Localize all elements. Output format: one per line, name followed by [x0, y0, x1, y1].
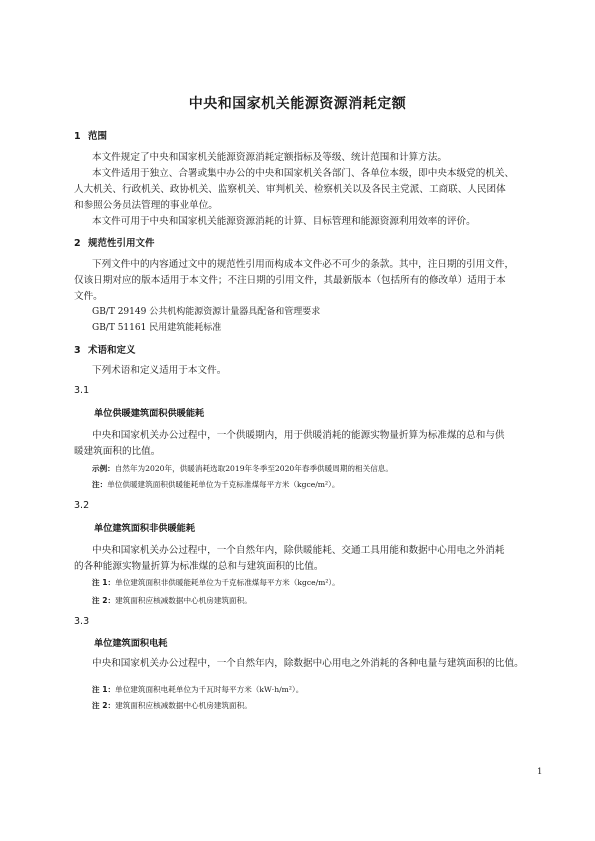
term-definition: 的各种能源实物量折算为标准煤的总和与建筑面积的比值。: [74, 561, 324, 572]
section-heading-1: 1 范围: [74, 131, 108, 142]
note: 注 1：单位建筑面积非供暖能耗单位为千克标准煤每平方米（kgce/m²）。: [92, 578, 340, 587]
note: 注：单位供暖建筑面积供暖能耗单位为千克标准煤每平方米（kgce/m²）。: [92, 480, 340, 489]
paragraph-continuation: 和参照公务员法管理的事业单位。: [74, 200, 218, 211]
paragraph-continuation: 仅该日期对应的版本适用于本文件；不注日期的引用文件，其最新版本（包括所有的修改单）适用于本: [74, 275, 506, 286]
term-definition: 中央和国家机关办公过程中，一个供暖期内，用于供暖消耗的能源实物量折算为标准煤的总和与供: [92, 430, 505, 441]
note: 注 1：单位建筑面积电耗单位为千瓦时每平方米（kW·h/m²）。: [92, 685, 304, 694]
term-name: 单位建筑面积非供暖能耗: [94, 523, 196, 534]
note: 注 2：建筑面积应核减数据中心机房建筑面积。: [92, 596, 252, 605]
paragraph: 下列术语和定义适用于本文件。: [92, 365, 227, 376]
term-definition: 中央和国家机关办公过程中，一个自然年内，除数据中心用电之外消耗的各种电量与建筑面积的比值。: [92, 658, 524, 669]
note: 注 2：建筑面积应核减数据中心机房建筑面积。: [92, 701, 252, 710]
example-note: 示例：自然年为2020年，供暖消耗选取2019年冬季至2020年春季供暖周期的相关信息。: [92, 464, 393, 473]
term-number: 3.1: [74, 385, 90, 396]
paragraph: 本文件规定了中央和国家机关能源资源消耗定额指标及等级、统计范围和计算方法。: [92, 152, 447, 163]
page-title: 中央和国家机关能源资源消耗定额: [188, 96, 407, 112]
normative-reference: GB/T 29149 公共机构能源资源计量器具配备和管理要求: [92, 307, 321, 317]
term-number: 3.2: [74, 500, 90, 511]
paragraph-continuation: 人大机关、行政机关、政协机关、监察机关、审判机关、检察机关以及各民主党派、工商联、人民团体: [74, 184, 506, 195]
paragraph: 本文件可用于中央和国家机关能源资源消耗的计算、目标管理和能源资源利用效率的评价。: [92, 216, 476, 227]
paragraph: 本文件适用于独立、合署或集中办公的中央和国家机关各部门、各单位本级，即中央本级党的机关、: [92, 168, 515, 179]
term-definition: 中央和国家机关办公过程中，一个自然年内，除供暖能耗、交通工具用能和数据中心用电之外消耗: [92, 545, 505, 556]
paragraph-continuation: 文件。: [74, 291, 103, 302]
normative-reference: GB/T 51161 民用建筑能耗标准: [92, 323, 222, 333]
page-number: 1: [537, 767, 543, 777]
term-name: 单位供暖建筑面积供暖能耗: [94, 408, 205, 419]
term-number: 3.3: [74, 616, 90, 627]
paragraph: 下列文件中的内容通过文中的规范性引用而构成本文件必不可少的条款。其中，注日期的引用文件，: [92, 259, 515, 270]
term-name: 单位建筑面积电耗: [94, 638, 168, 649]
term-definition: 暖建筑面积的比值。: [74, 446, 161, 457]
section-heading-2: 2 规范性引用文件: [74, 238, 155, 249]
section-heading-3: 3 术语和定义: [74, 345, 136, 356]
